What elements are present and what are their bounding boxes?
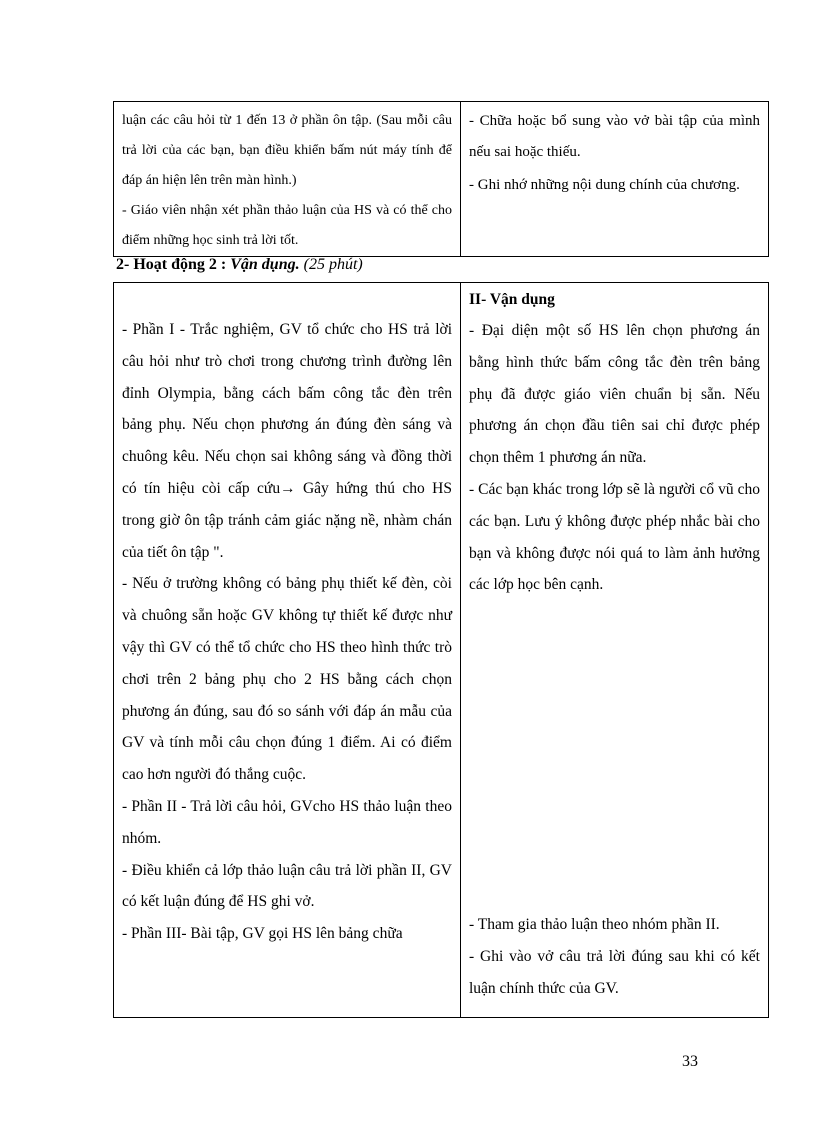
student-paragraph: - Ghi nhớ những nội dung chính của chương. — [469, 177, 740, 193]
continued-activity-table — [113, 101, 769, 257]
teacher-activity-cell — [114, 283, 461, 1018]
teacher-paragraph: luận các câu hỏi từ 1 đến 13 ở phần ôn tập. (Sau mỗi câu trả lời của các bạn, bạn điều khiển bấm nút máy tính để đáp án hiện lên trên màn hình.) — [122, 113, 452, 188]
section-duration: (25 phút) — [299, 256, 363, 273]
student-activity-cell — [461, 102, 769, 257]
column-heading: II- Vận dụng — [469, 291, 555, 308]
student-paragraph: - Tham gia thảo luận theo nhóm phần II. — [469, 916, 720, 934]
student-paragraph: - Ghi vào vở câu trả lời đúng sau khi có kết luận chính thức của GV. — [469, 947, 760, 997]
teacher-paragraph: - Phần III- Bài tập, GV gọi HS lên bảng chữa — [122, 925, 403, 943]
teacher-paragraph: - Giáo viên nhận xét phần thảo luận của HS và có thể cho điểm những học sinh trả lời tốt. — [122, 203, 452, 248]
section-heading — [116, 255, 363, 275]
teacher-paragraph: - Điều khiển cả lớp thảo luận câu trả lời phần II, GV có kết luận đúng để HS ghi vở. — [122, 861, 452, 911]
teacher-activity-cell — [114, 102, 461, 257]
page-number: 33 — [682, 1053, 698, 1070]
student-paragraph: - Chữa hoặc bổ sung vào vở bài tập của mình nếu sai hoặc thiếu. — [469, 113, 760, 160]
student-activity-cell — [461, 283, 769, 1018]
teacher-paragraph: - Nếu ở trường không có bảng phụ thiết kế đèn, còi và chuông sẵn hoặc GV không tự thiết kế được như vậy thì GV có thể tổ chức cho HS theo hình thức trò chơi trên 2 bảng phụ cho 2 HS bằng cách chọn phương án đúng, sau đó so sánh với đáp án mẫu của GV và tính mỗi câu chọn đúng 1 điểm. Ai có điểm cao hơn người đó thắng cuộc. — [122, 575, 452, 784]
activity-table — [113, 282, 769, 1018]
teacher-paragraph: - Phần II - Trả lời câu hỏi, GVcho HS thảo luận theo nhóm. — [122, 797, 452, 847]
student-paragraph: - Các bạn khác trong lớp sẽ là người cổ vũ cho các bạn. Lưu ý không được phép nhắc bài cho bạn và không được nói quá to làm ảnh hưởng các lớp học bên cạnh. — [469, 480, 760, 594]
teacher-paragraph: - Phần I - Trắc nghiệm, GV tổ chức cho HS trả lời câu hỏi như trò chơi trong chương trình đường lên đỉnh Olympia, bằng cách bấm công tắc đèn trên bảng phụ. Nếu chọn phương án đúng đèn sáng và chuông kêu. Nếu chọn sai không sáng và đồng thời có tín hiệu còi cấp cứu→ Gây hứng thú cho HS trong giờ ôn tập tránh cảm giác nặng nề, nhàm chán của tiết ôn tập ". — [122, 321, 452, 561]
section-number: 2- Hoạt động 2 : — [116, 256, 231, 273]
student-paragraph: - Đại diện một số HS lên chọn phương án bằng hình thức bấm công tắc đèn trên bảng phụ đã được giáo viên chuẩn bị sẵn. Nếu phương án chọn đầu tiên sai chỉ được phép chọn thêm 1 phương án nữa. — [469, 322, 760, 467]
section-title: Vận dụng. — [230, 256, 300, 273]
